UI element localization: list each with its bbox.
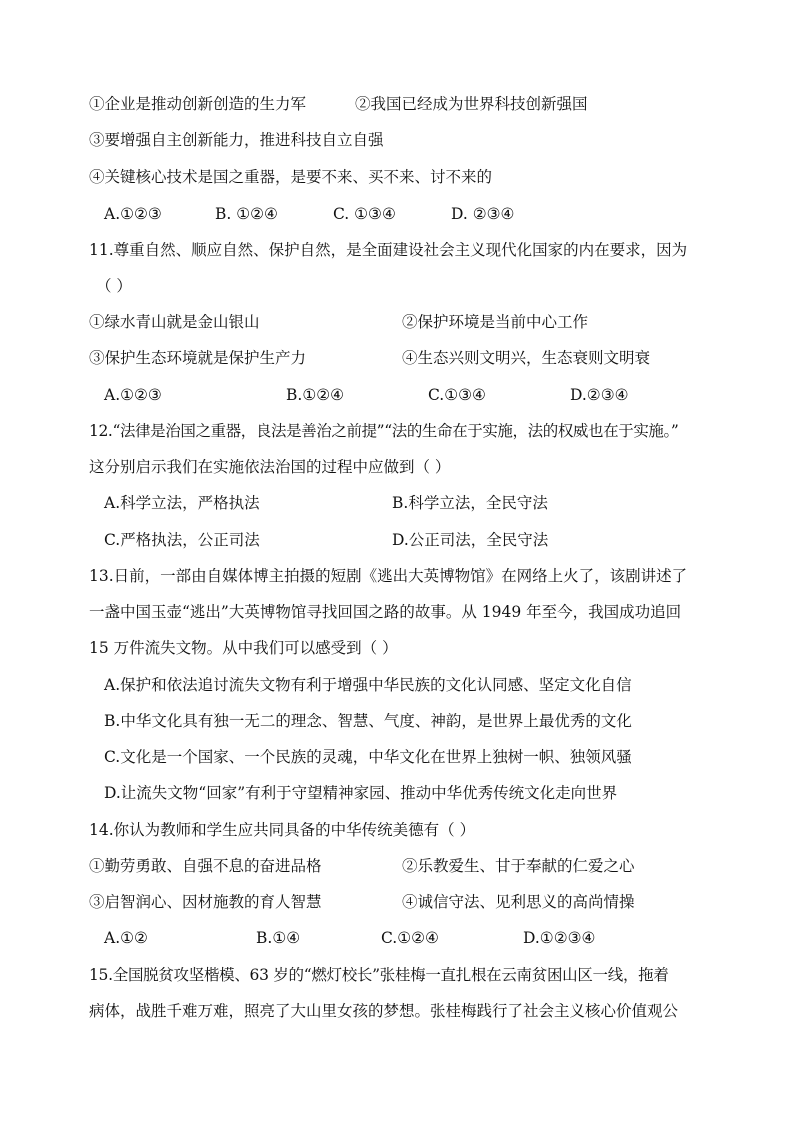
q10-statement-1: ①企业是推动创新创造的生力军 [89, 95, 307, 113]
q10-option-d[interactable]: D. ②③④ [451, 205, 515, 223]
q14-option-d[interactable]: D.①②③④ [523, 929, 596, 947]
q11-option-b[interactable]: B.①②④ [286, 386, 345, 404]
q12-stem-line-1: 12.“法律是治国之重器，良法是善治之前提”“法的生命在于实施，法的权威也在于实施。” [89, 422, 679, 440]
q12-option-d[interactable]: D.公正司法，全民守法 [392, 531, 549, 549]
q13-option-c[interactable]: C.文化是一个国家、一个民族的灵魂，中华文化在世界上独树一帜、独领风骚 [104, 748, 632, 766]
q11-option-d[interactable]: D.②③④ [570, 386, 629, 404]
q12-stem-line-2: 这分别启示我们在实施依法治国的过程中应做到（ ） [89, 458, 451, 476]
q15-stem-line-1: 15.全国脱贫攻坚楷模、63 岁的“燃灯校长”张桂梅一直扎根在云南贫困山区一线，拖着 [89, 966, 669, 984]
q14-statement-1: ①勤劳勇敢、自强不息的奋进品格 [89, 857, 322, 875]
q14-option-a[interactable]: A.①② [104, 929, 148, 947]
q14-statement-3: ③启智润心、因材施教的育人智慧 [89, 893, 322, 911]
q11-statement-2: ②保护环境是当前中心工作 [402, 313, 589, 331]
q13-stem-line-3: 15 万件流失文物。从中我们可以感受到（ ） [89, 639, 398, 657]
q12-option-b[interactable]: B.科学立法，全民守法 [392, 494, 548, 512]
q11-option-c[interactable]: C.①③④ [428, 386, 486, 404]
q15-stem-line-2: 病体，战胜千难万难，照亮了大山里女孩的梦想。张桂梅践行了社会主义核心价值观公 [89, 1002, 679, 1020]
q13-option-a[interactable]: A.保护和依法追讨流失文物有利于增强中华民族的文化认同感、坚定文化自信 [104, 676, 632, 694]
q14-stem-line-1: 14.你认为教师和学生应共同具备的中华传统美德有（ ） [89, 821, 476, 839]
q13-option-b[interactable]: B.中华文化具有独一无二的理念、智慧、气度、神韵，是世界上最优秀的文化 [104, 712, 632, 730]
q12-option-a[interactable]: A.科学立法，严格执法 [104, 494, 260, 512]
q10-statement-2: ②我国已经成为世界科技创新强国 [355, 95, 588, 113]
q14-statement-4: ④诚信守法、见利思义的高尚情操 [402, 893, 635, 911]
q11-statement-4: ④生态兴则文明兴，生态衰则文明衰 [402, 349, 651, 367]
q11-option-a[interactable]: A.①②③ [104, 386, 162, 404]
q13-option-d[interactable]: D.让流失文物“回家”有利于守望精神家园、推动中华优秀传统文化走向世界 [104, 784, 618, 802]
q14-statement-2: ②乐教爱生、甘于奉献的仁爱之心 [402, 857, 635, 875]
q12-option-c[interactable]: C.严格执法，公正司法 [104, 531, 260, 549]
q11-statement-3: ③保护生态环境就是保护生产力 [89, 349, 307, 367]
q11-stem-line-1: 11.尊重自然、顺应自然、保护自然，是全面建设社会主义现代化国家的内在要求，因为 [89, 241, 688, 259]
q13-stem-line-2: 一盏中国玉壶“逃出”大英博物馆寻找回国之路的故事。从 1949 年至今，我国成功追回 [89, 603, 682, 621]
q10-option-b[interactable]: B. ①②④ [215, 205, 278, 223]
q10-option-c[interactable]: C. ①③④ [333, 205, 396, 223]
q11-statement-1: ①绿水青山就是金山银山 [89, 313, 260, 331]
q14-option-b[interactable]: B.①④ [256, 929, 301, 947]
q10-statement-3: ③要增强自主创新能力，推进科技自立自强 [89, 131, 384, 149]
q14-option-c[interactable]: C.①②④ [381, 929, 439, 947]
q10-statement-4: ④关键核心技术是国之重器，是要不来、买不来、讨不来的 [89, 168, 493, 186]
q11-stem-line-2: （ ） [96, 277, 132, 295]
q13-stem-line-1: 13.日前，一部由自媒体博主拍摄的短剧《逃出大英博物馆》在网络上火了，该剧讲述了 [89, 567, 688, 585]
q10-option-a[interactable]: A.①②③ [104, 205, 162, 223]
